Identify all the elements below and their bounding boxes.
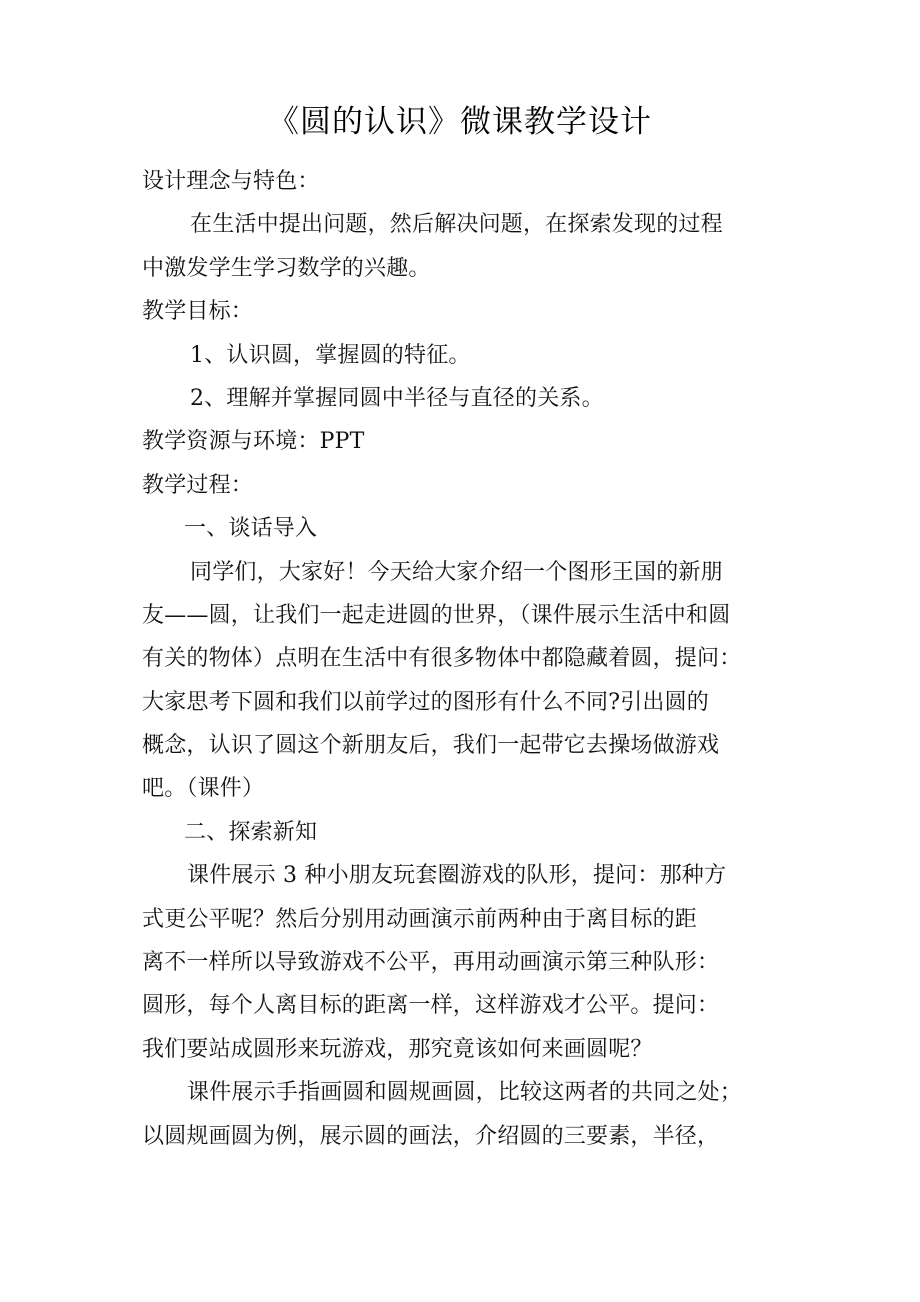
paragraph-line: 友——圆，让我们一起走进圆的世界，（课件展示生活中和圆 xyxy=(142,602,731,628)
paragraph-line: 课件展示手指画圆和圆规画圆，比较这两者的共同之处； xyxy=(187,1080,743,1106)
paragraph-line: 我们要站成圆形来玩游戏，那究竟该如何来画圆呢？ xyxy=(142,1036,653,1062)
paragraph-line: 离不一样所以导致游戏不公平，再用动画演示第三种队形： xyxy=(142,950,720,976)
paragraph-line: 概念，认识了圆这个新朋友后，我们一起带它去操场做游戏 xyxy=(142,733,720,759)
paragraph-line: 式更公平呢？然后分别用动画演示前两种由于离目标的距 xyxy=(142,906,698,932)
paragraph-line: 大家思考下圆和我们以前学过的图形有什么不同?引出圆的 xyxy=(142,689,709,715)
section-heading-objectives: 教学目标： xyxy=(142,299,254,325)
paragraph-line: 有关的物体）点明在生活中有很多物体中都隐藏着圆，提问： xyxy=(142,646,742,672)
section-heading-resources: 教学资源与环境：PPT xyxy=(142,429,365,455)
document-title: 《圆的认识》微课教学设计 xyxy=(268,104,652,140)
subsection-heading-intro: 一、谈话导入 xyxy=(184,516,318,542)
paragraph-line: 圆形，每个人离目标的距离一样，这样游戏才公平。提问： xyxy=(142,993,720,1019)
subsection-heading-explore: 二、探索新知 xyxy=(184,819,318,845)
section-heading-design-concept: 设计理念与特色： xyxy=(142,169,320,194)
document-body xyxy=(142,160,792,1158)
paragraph-line: 中激发学生学习数学的兴趣。 xyxy=(142,255,431,281)
paragraph-line: 在生活中提出问题，然后解决问题，在探索发现的过程 xyxy=(190,212,723,238)
paragraph-line: 吧。（课件） xyxy=(142,776,265,802)
paragraph-line: 课件展示 3 种小朋友玩套圈游戏的队形，提问：那种方 xyxy=(187,863,727,889)
objective-item-2: 2、理解并掌握同圆中半径与直径的关系。 xyxy=(190,385,604,411)
section-heading-process: 教学过程： xyxy=(142,472,254,498)
paragraph-line: 同学们，大家好！今天给大家介绍一个图形王国的新朋 xyxy=(190,559,723,585)
objective-item-1: 1、认识圆，掌握圆的特征。 xyxy=(190,342,471,368)
paragraph-line: 以圆规画圆为例，展示圆的画法，介绍圆的三要素，半径， xyxy=(142,1123,720,1149)
